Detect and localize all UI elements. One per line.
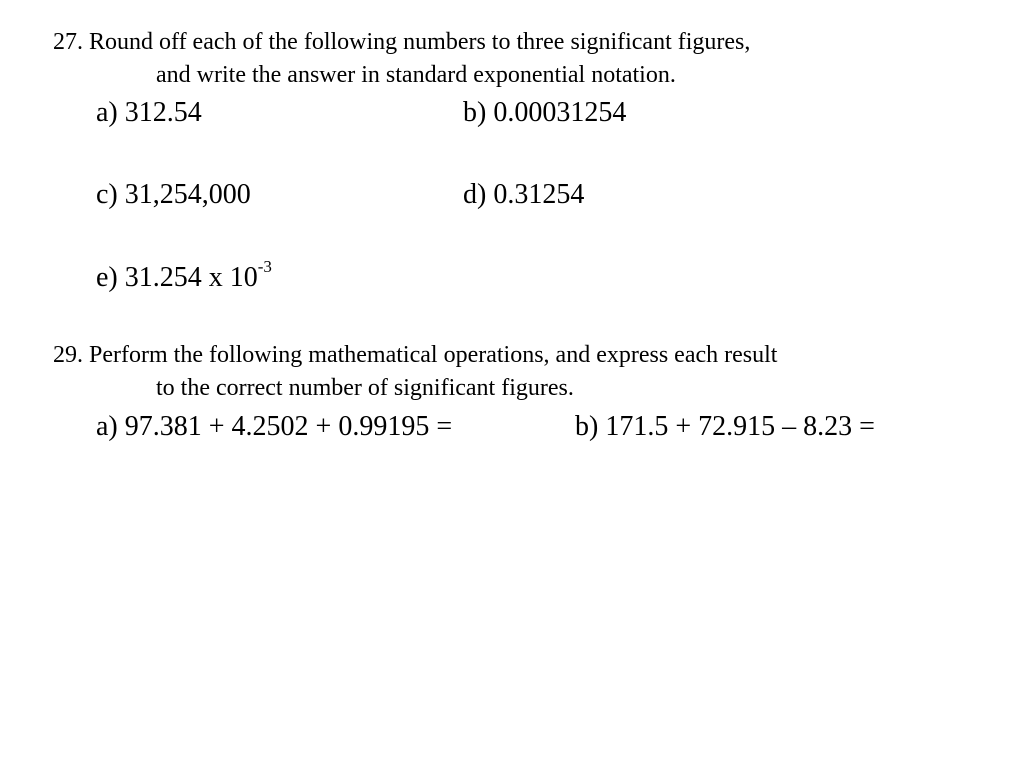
question-27-item-b: b) 0.00031254 [463, 97, 627, 128]
question-27-item-e-exponent: -3 [257, 257, 272, 276]
question-27-prompt-line-1: 27. Round off each of the following numbers to three significant figures, [53, 29, 751, 55]
question-27-item-a: a) 312.54 [96, 97, 202, 128]
question-27-item-e-base: e) 31.254 x 10 [96, 262, 258, 293]
question-29-prompt-line-2: to the correct number of significant figures. [156, 375, 574, 401]
question-27-prompt-line-2: and write the answer in standard exponential notation. [156, 62, 676, 88]
question-29-item-b: b) 171.5 + 72.915 – 8.23 = [575, 411, 875, 442]
question-27-item-e [96, 257, 272, 293]
question-29-prompt-line-1: 29. Perform the following mathematical operations, and express each result [53, 342, 778, 368]
question-29-item-a: a) 97.381 + 4.2502 + 0.99195 = [96, 411, 453, 442]
question-27-item-d: d) 0.31254 [463, 179, 585, 210]
question-27-item-c: c) 31,254,000 [96, 179, 251, 210]
